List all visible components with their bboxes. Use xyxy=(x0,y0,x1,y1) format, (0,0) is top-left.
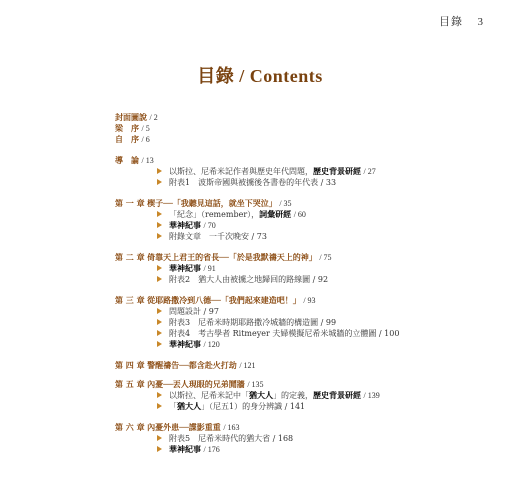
toc-subentry[interactable] xyxy=(115,317,495,328)
chapter-page: / 135 xyxy=(247,380,264,389)
chapter-title: 楔子──「我聽見這話，就坐下哭泣」 xyxy=(147,198,277,208)
toc-chapter-3[interactable] xyxy=(115,295,495,306)
toc-subentry[interactable] xyxy=(115,263,495,274)
toc-entry-cover[interactable] xyxy=(115,112,495,123)
toc-subentry[interactable] xyxy=(115,306,495,317)
subentry-text: 附表5 尼希米時代的猶大省 / 168 xyxy=(169,434,294,443)
toc-chapter-6[interactable] xyxy=(115,422,495,433)
page-title: 目錄 / Contents xyxy=(197,66,323,86)
toc-subentry[interactable] xyxy=(115,274,495,285)
subentry-text: 「 xyxy=(169,402,177,411)
subentry-page: / 27 xyxy=(363,167,376,176)
toc-entry-preface[interactable] xyxy=(115,134,495,145)
running-head-page-number: 3 xyxy=(477,16,484,28)
chapter-page: / 35 xyxy=(279,199,292,208)
bullet-icon xyxy=(157,276,162,282)
toc-subentry[interactable] xyxy=(115,220,495,231)
chapter-page: / 75 xyxy=(319,253,332,262)
subentry-text: 附表3 尼希米時期耶路撒冷城牆的構造圖 / 99 xyxy=(169,318,337,327)
subentry-highlight: 猶大人 xyxy=(177,401,201,411)
toc-entry-page: / 6 xyxy=(141,135,150,144)
running-head-section: 目錄 xyxy=(439,15,463,28)
subentry-highlight: 華神紀事 xyxy=(169,444,201,454)
chapter-title: 內憂──丟人現眼的兄弟鬩牆 xyxy=(147,379,245,389)
bullet-icon xyxy=(157,435,162,441)
bullet-icon xyxy=(157,222,162,228)
chapter-title: 內憂外患──諜影重重 xyxy=(147,422,221,432)
toc-subentry[interactable] xyxy=(115,166,495,177)
subentry-highlight: 華神紀事 xyxy=(169,339,201,349)
toc-entry-foreword[interactable] xyxy=(115,123,495,134)
toc-chapter-2[interactable] xyxy=(115,252,495,263)
subentry-highlight: 華神紀事 xyxy=(169,220,201,230)
subentry-text: 附表1 波斯帝國與被擄後各書卷的年代表 / 33 xyxy=(169,178,337,187)
toc-subentry[interactable] xyxy=(115,401,495,412)
chapter-page: / 121 xyxy=(239,361,256,370)
toc-subentry[interactable] xyxy=(115,339,495,350)
chapter-page: / 163 xyxy=(223,423,240,432)
subentry-text: 」的定義， xyxy=(273,391,313,400)
subentry-highlight: 猶大人 xyxy=(249,390,273,400)
subentry-text: 附表4 考古學者 Ritmeyer 夫婦模擬尼希米城牆的立體圖 / 100 xyxy=(169,329,400,338)
toc-subentry[interactable] xyxy=(115,444,495,455)
toc-chapter-4[interactable] xyxy=(115,360,495,371)
toc-entry-page: / 2 xyxy=(149,113,158,122)
bullet-icon xyxy=(157,330,162,336)
subentry-page: / 60 xyxy=(293,210,306,219)
bullet-icon xyxy=(157,265,162,271)
chapter-number: 第 六 章 xyxy=(115,422,145,432)
chapter-number: 第 五 章 xyxy=(115,379,145,389)
toc-subentry[interactable] xyxy=(115,390,495,401)
toc-entry-label: 自 序 xyxy=(115,134,139,144)
running-head xyxy=(439,13,484,29)
bullet-icon xyxy=(157,308,162,314)
toc-entry-label: 封面圖說 xyxy=(115,112,147,122)
subentry-text: 「紀念」（remember）， xyxy=(169,210,260,219)
chapter-title: 警醒禱告──都含赴火打劫 xyxy=(147,360,237,370)
toc-entry-label: 導 論 xyxy=(115,155,139,165)
bullet-icon xyxy=(157,319,162,325)
toc-subentry[interactable] xyxy=(115,433,495,444)
subentry-text: 以斯拉、尼希米記中「 xyxy=(169,391,249,400)
subentry-highlight: 歷史背景研經 xyxy=(313,166,361,176)
bullet-icon xyxy=(157,446,162,452)
subentry-highlight: 華神紀事 xyxy=(169,263,201,273)
subentry-page: / 120 xyxy=(203,340,220,349)
subentry-page: / 176 xyxy=(203,445,220,454)
subentry-page: / 139 xyxy=(363,391,380,400)
toc-entry-introduction[interactable] xyxy=(115,155,495,166)
subentry-page: / 70 xyxy=(203,221,216,230)
bullet-icon xyxy=(157,179,162,185)
chapter-title: 倚靠天上君王的省長──「於是我默禱天上的神」 xyxy=(147,252,317,262)
toc-entry-page: / 5 xyxy=(141,124,150,133)
chapter-number: 第 二 章 xyxy=(115,252,145,262)
toc-entry-label: 梁 序 xyxy=(115,123,139,133)
bullet-icon xyxy=(157,233,162,239)
toc-entry-page: / 13 xyxy=(141,156,154,165)
subentry-text: 附表2 猶大人由被擄之地歸回的路線圖 / 92 xyxy=(169,275,329,284)
subentry-highlight: 歷史背景研經 xyxy=(313,390,361,400)
bullet-icon xyxy=(157,341,162,347)
toc-chapter-1[interactable] xyxy=(115,198,495,209)
subentry-text: 以斯拉、尼希米記作者與歷史年代問題， xyxy=(169,167,313,176)
bullet-icon xyxy=(157,168,162,174)
subentry-text: 」（尼五1）的身分辨識 / 141 xyxy=(201,402,306,411)
subentry-text: 問題設計 / 97 xyxy=(169,307,219,316)
toc-subentry[interactable] xyxy=(115,328,495,339)
subentry-page: / 91 xyxy=(203,264,216,273)
chapter-number: 第 一 章 xyxy=(115,198,145,208)
bullet-icon xyxy=(157,392,162,398)
chapter-title: 從耶路撒冷到八德──「我們起來建造吧！」 xyxy=(147,295,301,305)
toc-chapter-5[interactable] xyxy=(115,379,495,390)
chapter-number: 第 三 章 xyxy=(115,295,145,305)
toc-subentry[interactable] xyxy=(115,231,495,242)
subentry-text: 附錄文章 一千次晚安 / 73 xyxy=(169,232,267,241)
chapter-number: 第 四 章 xyxy=(115,360,145,370)
table-of-contents xyxy=(115,112,495,455)
subentry-highlight: 詞彙研經 xyxy=(259,209,292,219)
toc-subentry[interactable] xyxy=(115,209,495,220)
toc-subentry[interactable] xyxy=(115,177,495,188)
bullet-icon xyxy=(157,403,162,409)
bullet-icon xyxy=(157,211,162,217)
chapter-page: / 93 xyxy=(303,296,316,305)
